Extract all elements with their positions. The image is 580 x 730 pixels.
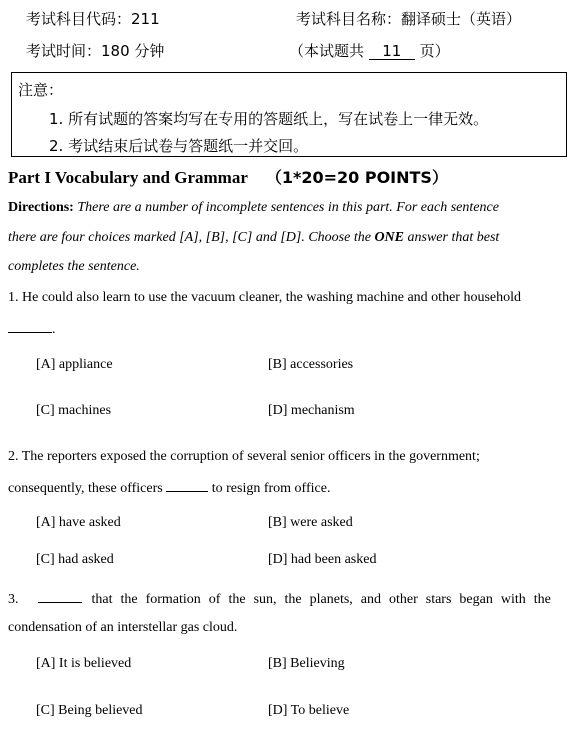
answer-blank — [38, 590, 82, 603]
question-3-option-c: [C] Being believed — [36, 703, 143, 718]
directions-text-2-end: answer that best — [407, 230, 500, 245]
question-1-line-1: 1. He could also learn to use the vacuum cleaner, the washing machine and other household — [8, 290, 521, 305]
question-1-option-d: [D] mechanism — [268, 403, 355, 418]
question-1-option-c: [C] machines — [36, 403, 112, 418]
answer-blank — [8, 320, 52, 333]
directions-text-1: There are a number of incomplete sentences in this part. For each sentence — [77, 200, 499, 215]
question-1-option-a: [A] appliance — [36, 357, 113, 372]
part-points: （1*20=20 POINTS） — [265, 168, 448, 187]
question-3-line-2: condensation of an interstellar gas cloud. — [8, 620, 238, 635]
directions-line-3: completes the sentence. — [8, 259, 140, 274]
directions-line-1 — [8, 200, 499, 216]
exam-name: 考试科目名称：翻译硕士（英语） — [296, 10, 522, 28]
notice-box — [11, 72, 567, 157]
exam-code: 考试科目代码：211 — [26, 10, 160, 28]
question-3-number: 3. — [8, 592, 19, 607]
question-3-text: that the formation of the sun, the planets, and other stars began with the — [91, 592, 551, 607]
question-3-option-b: [B] Believing — [268, 656, 345, 671]
question-2-option-d: [D] had been asked — [268, 552, 377, 567]
question-1-option-b: [B] accessories — [268, 357, 354, 372]
directions-text-2: there are four choices marked [A], [B], [C] and [D]. Choose the — [8, 230, 371, 245]
question-2-line-1: 2. The reporters exposed the corruption of several senior officers in the government; — [8, 449, 480, 464]
question-3-option-a: [A] It is believed — [36, 656, 132, 671]
answer-blank — [166, 479, 208, 492]
page-count-number: 11 — [369, 43, 415, 60]
page-count-suffix: 页） — [419, 42, 450, 60]
notice-title: 注意： — [18, 81, 64, 99]
directions-line-2 — [8, 230, 499, 246]
exam-time: 考试时间：180 分钟 — [26, 42, 165, 60]
question-2-option-c: [C] had asked — [36, 552, 114, 567]
page-count-prefix: （本试题共 — [289, 42, 365, 60]
directions-label: Directions: — [8, 200, 74, 215]
directions-one: ONE — [374, 230, 404, 245]
page-count — [289, 40, 450, 61]
notice-item-1: 1. 所有试题的答案均写在专用的答题纸上，写在试卷上一律无效。 — [49, 110, 489, 128]
part-title-text: Part I Vocabulary and Grammar — [8, 168, 248, 187]
question-2-option-a: [A] have asked — [36, 515, 121, 530]
question-2-line-2 — [8, 479, 330, 497]
part-title — [8, 165, 448, 188]
question-3-option-d: [D] To believe — [268, 703, 350, 718]
question-2-option-b: [B] were asked — [268, 515, 353, 530]
question-2-text-start: consequently, these officers — [8, 481, 163, 496]
question-3-line-1 — [8, 590, 551, 608]
question-1-end: . — [52, 322, 56, 337]
question-1-line-2 — [8, 320, 56, 338]
notice-item-2: 2. 考试结束后试卷与答题纸一并交回。 — [49, 137, 309, 155]
question-2-text-end: to resign from office. — [211, 481, 331, 496]
